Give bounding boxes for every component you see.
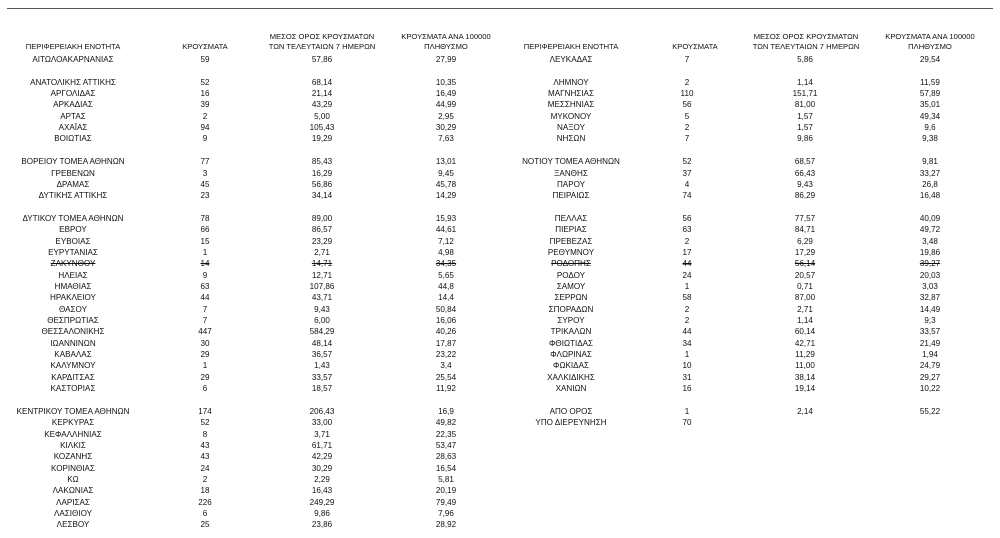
header-per100k-line1: ΚΡΟΥΣΜΑΤΑ ΑΝΑ 100000: [401, 32, 491, 41]
cell-per100k: 14,29: [435, 191, 457, 201]
cell-avg7: 68,14: [311, 77, 333, 87]
cell-per100k: 29,54: [919, 55, 941, 64]
cell-avg7: 6,29: [797, 236, 813, 246]
cell-per100k: 5,81: [438, 474, 454, 484]
cell-per100k: 26,8: [922, 179, 938, 189]
cell-region: ΚΑΒΑΛΑΣ: [54, 350, 92, 360]
cell-cases: 24: [682, 270, 692, 280]
cell-region: ΕΒΡΟΥ: [59, 225, 87, 235]
cell-per100k: 9,81: [922, 157, 938, 167]
cell-region: ΙΩΑΝΝΙΝΩΝ: [50, 338, 96, 348]
cell-per100k: 55,22: [919, 406, 941, 416]
cell-region: ΛΑΚΩΝΙΑΣ: [52, 486, 94, 496]
cell-region: ΑΡΚΑΔΙΑΣ: [53, 100, 93, 110]
cell-per100k: 9,45: [438, 168, 454, 178]
cell-region: ΕΥΒΟΙΑΣ: [55, 236, 91, 246]
cell-per100k: 15,93: [435, 213, 457, 223]
cell-cases: 74: [682, 191, 692, 201]
cell-avg7: 5,00: [314, 111, 330, 121]
header-per100k-line2: ΠΛΗΘΥΣΜΟ: [908, 42, 952, 51]
cell-cases: 2: [684, 316, 690, 326]
cell-cases: 6: [202, 384, 208, 394]
cell-cases: 52: [682, 157, 692, 167]
cell-avg7: 11,00: [795, 361, 815, 371]
header-avg7-line2: ΤΩΝ ΤΕΛΕΥΤΑΙΩΝ 7 ΗΜΕΡΩΝ: [752, 42, 860, 51]
cell-cases: 17: [682, 247, 692, 257]
cell-avg7: 9,86: [314, 509, 330, 518]
cell-avg7: 86,57: [311, 225, 333, 235]
cell-cases: 2: [202, 474, 208, 484]
cell-avg7: 38,14: [794, 372, 816, 382]
cell-region: ΘΕΣΣΑΛΟΝΙΚΗΣ: [41, 327, 105, 337]
cell-avg7: 89,00: [311, 213, 333, 223]
header-avg7-line1: ΜΕΣΟΣ ΟΡΟΣ ΚΡΟΥΣΜΑΤΩΝ: [269, 32, 375, 41]
cell-region: ΣΥΡΟΥ: [557, 316, 585, 326]
cell-region: ΠΑΡΟΥ: [556, 179, 586, 189]
cell-per100k: 49,72: [919, 225, 941, 235]
cell-region: ΣΑΜΟΥ: [556, 282, 586, 291]
header-region-left: ΠΕΡΙΦΕΡΕΙΑΚΗ ΕΝΟΤΗΤΑ: [25, 42, 121, 51]
cell-avg7: 33,00: [311, 418, 333, 428]
cell-cases: 110: [680, 89, 694, 99]
cell-avg7: 2,71: [314, 247, 330, 257]
cell-per100k: 4,98: [438, 247, 454, 257]
cell-avg7: 61,71: [311, 440, 333, 450]
cell-cases: 77: [200, 157, 210, 167]
cell-cases: 8: [202, 429, 208, 439]
cell-cases: 10: [682, 361, 692, 371]
cell-per100k: 40,26: [435, 327, 457, 337]
cell-avg7: 0,71: [797, 282, 813, 291]
cell-per100k: 10,35: [435, 77, 457, 87]
cell-region: ΚΕΦΑΛΛΗΝΙΑΣ: [44, 429, 102, 439]
cell-avg7: 42,71: [794, 338, 816, 348]
cell-region: ΝΑΞΟΥ: [557, 123, 585, 133]
cell-cases: 29: [200, 350, 210, 360]
cell-per100k: 19,86: [919, 247, 941, 257]
cell-avg7: 48,14: [311, 338, 333, 348]
cell-region: ΑΡΓΟΛΙΔΑΣ: [50, 89, 96, 99]
cell-per100k: 16,06: [435, 316, 457, 326]
cell-region: ΑΝΑΤΟΛΙΚΗΣ ΑΤΤΙΚΗΣ: [30, 77, 116, 87]
cell-per100k: 44,8: [438, 282, 454, 291]
cell-per100k: 32,87: [919, 293, 941, 303]
cell-region: ΛΑΡΙΣΑΣ: [56, 497, 90, 507]
cell-cases: 23: [200, 191, 210, 201]
cell-per100k: 9,38: [922, 134, 938, 144]
cell-avg7: 16,43: [311, 486, 333, 496]
cell-region: ΔΥΤΙΚΟΥ ΤΟΜΕΑ ΑΘΗΝΩΝ: [22, 213, 124, 223]
header-region-right: ΠΕΡΙΦΕΡΕΙΑΚΗ ΕΝΟΤΗΤΑ: [523, 42, 619, 51]
cell-avg7: 36,57: [311, 350, 333, 360]
cell-per100k: 25,54: [435, 372, 457, 382]
cell-region: ΣΕΡΡΩΝ: [554, 293, 588, 303]
cell-region: ΚΑΛΥΜΝΟΥ: [50, 361, 96, 371]
cell-region: ΧΑΝΙΩΝ: [555, 384, 587, 394]
cell-cases: 174: [198, 406, 212, 416]
cell-region: ΝΟΤΙΟΥ ΤΟΜΕΑ ΑΘΗΝΩΝ: [522, 157, 620, 167]
cell-region: ΛΗΜΝΟΥ: [553, 77, 589, 87]
cell-cases: 56: [682, 100, 692, 110]
cell-cases: 9: [202, 134, 208, 144]
cell-cases: 56: [682, 213, 692, 223]
cell-region: ΔΥΤΙΚΗΣ ΑΤΤΙΚΗΣ: [38, 191, 108, 201]
cell-per100k: 1,94: [922, 350, 938, 360]
cell-per100k: 10,22: [919, 384, 941, 394]
cell-region: ΚΟΡΙΝΘΙΑΣ: [51, 463, 95, 473]
cell-per100k: 2,95: [438, 111, 454, 121]
cell-cases: 43: [200, 440, 210, 450]
cell-avg7: 23,29: [311, 236, 333, 246]
cell-per100k: 50,84: [435, 304, 457, 314]
cell-region: ΧΑΛΚΙΔΙΚΗΣ: [547, 372, 595, 382]
cell-cases: 34: [682, 338, 692, 348]
cell-avg7: 85,43: [311, 157, 333, 167]
cell-per100k: 11,59: [920, 77, 940, 87]
cell-region: ΛΕΣΒΟΥ: [56, 520, 90, 530]
cell-region: ΝΗΣΩΝ: [556, 134, 586, 144]
cell-avg7: 14,71: [311, 259, 333, 269]
cell-cases: 5: [684, 111, 690, 121]
cell-avg7: [745, 418, 865, 428]
cell-cases: 16: [200, 89, 210, 99]
cell-avg7: 84,71: [794, 225, 816, 235]
cell-region: ΜΕΣΣΗΝΙΑΣ: [547, 100, 595, 110]
cell-per100k: 28,92: [435, 520, 457, 530]
cell-region: ΛΑΣΙΘΙΟΥ: [53, 509, 93, 518]
cell-region: ΘΑΣΟΥ: [59, 304, 87, 314]
cell-region: ΗΡΑΚΛΕΙΟΥ: [50, 293, 96, 303]
header-cases-left: ΚΡΟΥΣΜΑΤΑ: [182, 42, 228, 51]
cell-avg7: 77,57: [794, 213, 816, 223]
cell-per100k: 3,4: [440, 361, 452, 371]
cell-per100k: 30,29: [435, 123, 457, 133]
cell-cases: 52: [200, 418, 210, 428]
cell-avg7: 19,29: [311, 134, 333, 144]
cell-avg7: 42,29: [311, 452, 333, 462]
cell-region: ΠΙΕΡΙΑΣ: [555, 225, 587, 235]
cell-region: ΚΑΡΔΙΤΣΑΣ: [51, 372, 95, 382]
cell-avg7: 34,14: [311, 191, 333, 201]
cell-region: ΚΕΝΤΡΙΚΟΥ ΤΟΜΕΑ ΑΘΗΝΩΝ: [16, 406, 130, 416]
cell-region: ΓΡΕΒΕΝΩΝ: [51, 168, 95, 178]
cell-region: ΦΛΩΡΙΝΑΣ: [550, 350, 592, 360]
cell-per100k: 44,61: [435, 225, 457, 235]
cell-avg7: 18,57: [311, 384, 333, 394]
cell-region: ΠΡΕΒΕΖΑΣ: [549, 236, 593, 246]
cell-per100k: 23,22: [435, 350, 457, 360]
cell-cases: 15: [200, 236, 210, 246]
cell-cases: 24: [200, 463, 210, 473]
cell-region: ΘΕΣΠΡΩΤΙΑΣ: [47, 316, 99, 326]
cell-per100k: 14,49: [919, 304, 941, 314]
cell-per100k: 22,35: [435, 429, 457, 439]
cell-per100k: 13,01: [435, 157, 457, 167]
cell-cases: 2: [684, 236, 690, 246]
cell-region: ΠΕΙΡΑΙΩΣ: [552, 191, 590, 201]
header-cases-right: ΚΡΟΥΣΜΑΤΑ: [672, 42, 718, 51]
cell-per100k: 49,34: [919, 111, 941, 121]
cell-avg7: 56,14: [794, 259, 816, 269]
cell-avg7: 57,86: [311, 55, 333, 64]
cell-cases: 16: [682, 384, 692, 394]
header-avg7-line1: ΜΕΣΟΣ ΟΡΟΣ ΚΡΟΥΣΜΑΤΩΝ: [753, 32, 859, 41]
cell-per100k: 3,03: [922, 282, 938, 291]
cell-per100k: 44,99: [435, 100, 457, 110]
cell-region: ΗΜΑΘΙΑΣ: [54, 282, 92, 291]
header-per100k-line1: ΚΡΟΥΣΜΑΤΑ ΑΝΑ 100000: [885, 32, 975, 41]
cell-avg7: 30,29: [311, 463, 333, 473]
cell-cases: 29: [200, 372, 210, 382]
cell-region: ΔΡΑΜΑΣ: [56, 179, 90, 189]
cell-per100k: 79,49: [435, 497, 457, 507]
cell-avg7: 1,14: [797, 316, 813, 326]
header-avg7-line2: ΤΩΝ ΤΕΛΕΥΤΑΙΩΝ 7 ΗΜΕΡΩΝ: [268, 42, 376, 51]
cell-region: ΚΑΣΤΟΡΙΑΣ: [50, 384, 96, 394]
cell-avg7: 56,86: [311, 179, 333, 189]
cell-per100k: 9,3: [924, 316, 936, 326]
cell-cases: 94: [200, 123, 210, 133]
cell-per100k: 7,96: [438, 509, 454, 518]
cell-cases: 66: [200, 225, 210, 235]
cell-avg7: 12,71: [311, 270, 333, 280]
cell-per100k: 34,35: [435, 259, 457, 269]
cell-per100k: 33,57: [919, 327, 941, 337]
cell-cases: 43: [200, 452, 210, 462]
cell-avg7: 66,43: [794, 168, 816, 178]
cell-cases: 7: [202, 316, 208, 326]
cell-per100k: 16,48: [919, 191, 941, 201]
cell-cases: 58: [682, 293, 692, 303]
cell-region: ΜΑΓΝΗΣΙΑΣ: [548, 89, 594, 99]
cell-region: ΒΟΡΕΙΟΥ ΤΟΜΕΑ ΑΘΗΝΩΝ: [21, 157, 125, 167]
cell-cases: 70: [682, 418, 692, 428]
cell-avg7: 584,29: [309, 327, 335, 337]
cell-avg7: 1,43: [314, 361, 330, 371]
cell-per100k: 45,78: [435, 179, 457, 189]
header-per100k-line2: ΠΛΗΘΥΣΜΟ: [424, 42, 468, 51]
cell-avg7: 2,14: [797, 406, 813, 416]
cell-avg7: 86,29: [794, 191, 816, 201]
cell-cases: 18: [200, 486, 210, 496]
cell-region: ΚΩ: [67, 474, 79, 484]
cell-region: ΦΘΙΩΤΙΔΑΣ: [548, 338, 594, 348]
cell-cases: 44: [682, 259, 692, 269]
cell-cases: 1: [202, 361, 208, 371]
cell-avg7: 9,43: [797, 179, 813, 189]
cell-per100k: 27,99: [435, 55, 457, 64]
cell-avg7: 21,14: [311, 89, 333, 99]
cell-region: ΤΡΙΚΑΛΩΝ: [550, 327, 592, 337]
cell-cases: 63: [200, 282, 210, 291]
cell-avg7: 206,43: [309, 406, 335, 416]
cell-avg7: 1,57: [797, 111, 813, 121]
cell-avg7: 9,43: [314, 304, 330, 314]
cell-cases: 6: [202, 509, 208, 518]
cell-cases: 2: [684, 304, 690, 314]
cell-per100k: 3,48: [922, 236, 938, 246]
cell-region: ΥΠΟ ΔΙΕΡΕΥΝΗΣΗ: [535, 418, 607, 428]
cell-cases: 3: [202, 168, 208, 178]
cell-cases: 7: [684, 55, 690, 64]
cell-avg7: 20,57: [794, 270, 816, 280]
cell-region: ΠΕΛΛΑΣ: [554, 213, 588, 223]
cell-cases: 14: [200, 259, 210, 269]
cell-avg7: 1,57: [797, 123, 813, 133]
cell-per100k: 16,54: [435, 463, 457, 473]
cell-per100k: 28,63: [435, 452, 457, 462]
cell-cases: 1: [684, 282, 690, 291]
cell-cases: 7: [202, 304, 208, 314]
cell-avg7: 60,14: [794, 327, 816, 337]
cell-cases: 44: [200, 293, 210, 303]
cell-avg7: 33,57: [311, 372, 333, 382]
cell-region: ΚΙΛΚΙΣ: [60, 440, 86, 450]
cell-region: ΚΕΡΚΥΡΑΣ: [51, 418, 95, 428]
cell-avg7: 87,00: [794, 293, 816, 303]
cell-per100k: 7,12: [438, 236, 454, 246]
cell-cases: 44: [682, 327, 692, 337]
cell-per100k: 57,89: [919, 89, 941, 99]
cell-region: ΞΑΝΘΗΣ: [554, 168, 588, 178]
cell-per100k: 14,4: [438, 293, 454, 303]
cell-region: ΚΟΖΑΝΗΣ: [53, 452, 93, 462]
cell-region: ΡΟΔΟΥ: [556, 270, 586, 280]
cell-per100k: [870, 418, 990, 428]
cell-region: ΣΠΟΡΑΔΩΝ: [548, 304, 594, 314]
cell-cases: 226: [198, 497, 212, 507]
cell-per100k: 40,09: [919, 213, 941, 223]
cell-region: ΦΩΚΙΔΑΣ: [553, 361, 589, 371]
cell-cases: 2: [684, 77, 690, 87]
cell-avg7: 107,86: [309, 282, 335, 291]
cell-avg7: 11,29: [795, 350, 815, 360]
cell-region: ΑΙΤΩΛΟΑΚΑΡΝΑΝΙΑΣ: [32, 55, 114, 64]
cell-per100k: 5,65: [438, 270, 454, 280]
cell-per100k: 29,27: [919, 372, 941, 382]
cell-per100k: 39,27: [919, 259, 941, 269]
cell-region: ΑΧΑΪΑΣ: [58, 123, 88, 133]
cell-cases: 78: [200, 213, 210, 223]
cell-avg7: 17,29: [794, 247, 816, 257]
cell-cases: 2: [202, 111, 208, 121]
cell-region: ΕΥΡΥΤΑΝΙΑΣ: [48, 247, 98, 257]
cell-per100k: 53,47: [435, 440, 457, 450]
cell-per100k: 35,01: [919, 100, 941, 110]
cell-cases: 59: [200, 55, 210, 64]
cell-avg7: 43,71: [311, 293, 333, 303]
cell-per100k: 16,49: [435, 89, 457, 99]
cell-avg7: 249,29: [309, 497, 335, 507]
cell-cases: 4: [684, 179, 690, 189]
cell-avg7: 68,57: [794, 157, 816, 167]
cell-region: ΡΟΔΟΠΗΣ: [551, 259, 591, 269]
cell-cases: 1: [202, 247, 208, 257]
cell-cases: 7: [684, 134, 690, 144]
cell-region: ΜΥΚΟΝΟΥ: [550, 111, 592, 121]
cell-region: ΑΠΟ ΟΡΟΣ: [549, 406, 593, 416]
cell-cases: 37: [682, 168, 692, 178]
cell-avg7: 6,00: [314, 316, 330, 326]
cell-cases: 1: [684, 406, 690, 416]
cell-per100k: 24,79: [919, 361, 941, 371]
cell-per100k: 49,82: [435, 418, 457, 428]
cell-avg7: 5,86: [797, 55, 813, 64]
cell-per100k: 16,9: [438, 406, 454, 416]
cell-avg7: 19,14: [794, 384, 816, 394]
cell-cases: 1: [684, 350, 690, 360]
cell-cases: 52: [200, 77, 210, 87]
cell-cases: 45: [200, 179, 210, 189]
cell-cases: 9: [202, 270, 208, 280]
cell-avg7: 151,71: [792, 89, 818, 99]
cell-per100k: 33,27: [919, 168, 941, 178]
cell-region: ΒΟΙΩΤΙΑΣ: [54, 134, 92, 144]
cell-per100k: 11,92: [436, 384, 456, 394]
cell-region: ΑΡΤΑΣ: [60, 111, 86, 121]
cell-avg7: 16,29: [311, 168, 333, 178]
cell-avg7: 2,29: [314, 474, 330, 484]
cell-per100k: 21,49: [919, 338, 941, 348]
cell-avg7: 1,14: [797, 77, 813, 87]
cell-cases: 447: [198, 327, 212, 337]
cell-region: ΡΕΘΥΜΝΟΥ: [547, 247, 595, 257]
cell-per100k: 17,87: [435, 338, 457, 348]
cell-per100k: 20,19: [435, 486, 457, 496]
cell-cases: 30: [200, 338, 210, 348]
cell-region: ΗΛΕΙΑΣ: [58, 270, 88, 280]
cell-cases: 39: [200, 100, 210, 110]
cell-region: ΛΕΥΚΑΔΑΣ: [549, 55, 593, 64]
cell-avg7: 43,29: [311, 100, 333, 110]
cell-avg7: 23,86: [311, 520, 333, 530]
cell-cases: 63: [682, 225, 692, 235]
cell-avg7: 3,71: [314, 429, 330, 439]
cell-avg7: 81,00: [794, 100, 816, 110]
cell-avg7: 105,43: [309, 123, 335, 133]
cell-cases: 2: [684, 123, 690, 133]
cell-per100k: 9,6: [924, 123, 936, 133]
cell-per100k: 7,63: [438, 134, 454, 144]
cell-region: ΖΑΚΥΝΘΟΥ: [50, 259, 96, 269]
cell-cases: 25: [200, 520, 210, 530]
cell-avg7: 9,86: [797, 134, 813, 144]
cell-per100k: 20,03: [919, 270, 941, 280]
cell-cases: 31: [682, 372, 692, 382]
cell-avg7: 2,71: [797, 304, 813, 314]
